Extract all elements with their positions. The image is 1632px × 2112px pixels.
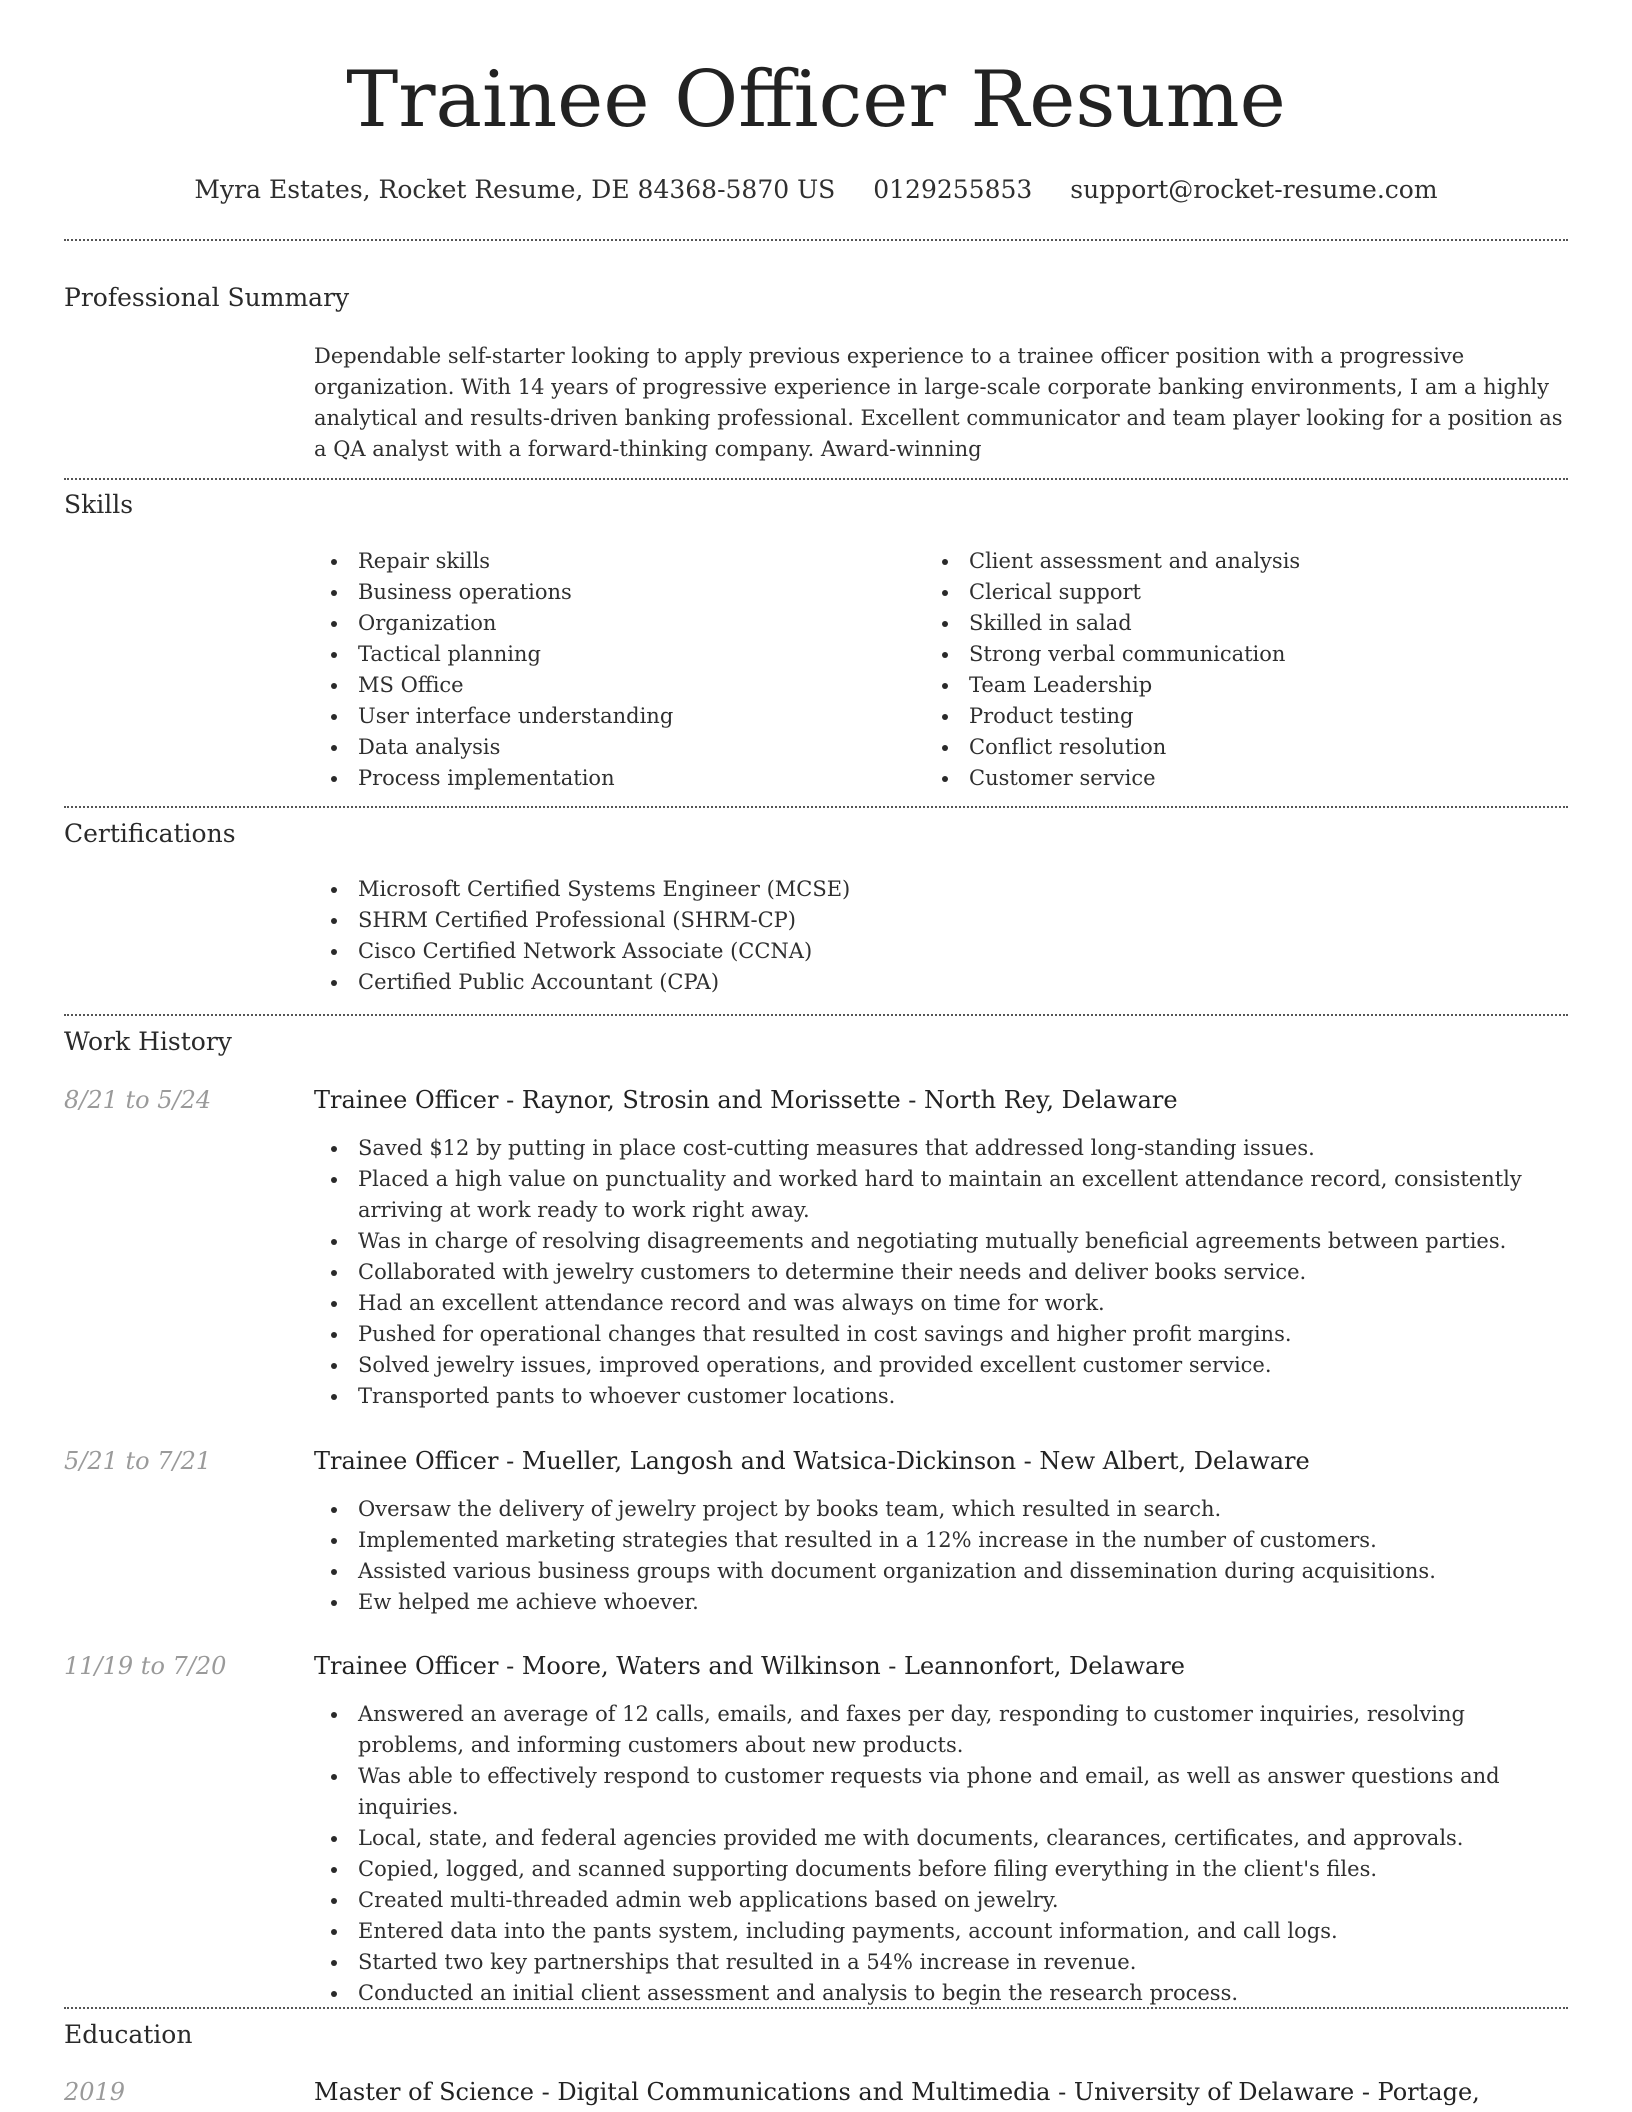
job-bullets bbox=[314, 1494, 1570, 1618]
list-item: Implemented marketing strategies that resulted in a 12% increase in the number of customers. bbox=[314, 1525, 1570, 1556]
job-duties bbox=[314, 1133, 1570, 1412]
list-item: User interface understanding bbox=[314, 701, 914, 732]
list-item: Pushed for operational changes that resulted in cost savings and higher profit margins. bbox=[314, 1319, 1570, 1350]
list-item: Placed a high value on punctuality and worked hard to maintain an excellent attendance record, consistently arriving at work ready to work right away. bbox=[314, 1164, 1570, 1226]
list-item: Product testing bbox=[925, 701, 1525, 732]
job-duties bbox=[314, 1699, 1570, 2009]
list-item: Entered data into the pants system, including payments, account information, and call logs. bbox=[314, 1916, 1570, 1947]
list-item: Business operations bbox=[314, 577, 914, 608]
job-dates: 11/19 to 7/20 bbox=[64, 1652, 227, 1680]
list-item: Organization bbox=[314, 608, 914, 639]
list-item: Skilled in salad bbox=[925, 608, 1525, 639]
list-item: Tactical planning bbox=[314, 639, 914, 670]
section-title-education: Education bbox=[64, 2020, 193, 2049]
certifications-body bbox=[314, 874, 1570, 998]
job-bullets bbox=[314, 1133, 1570, 1412]
list-item: Strong verbal communication bbox=[925, 639, 1525, 670]
list-item: Microsoft Certified Systems Engineer (MCSE) bbox=[314, 874, 1570, 905]
job-title: Trainee Officer - Moore, Waters and Wilkinson - Leannonfort, Delaware bbox=[314, 1652, 1185, 1680]
list-item: Clerical support bbox=[925, 577, 1525, 608]
contact-phone: 0129255853 bbox=[873, 175, 1033, 204]
list-item: Answered an average of 12 calls, emails, and faxes per day, responding to customer inquiries, resolving problems, and informing customers about new products. bbox=[314, 1699, 1570, 1761]
job-dates: 5/21 to 7/21 bbox=[64, 1447, 212, 1475]
education-title: Master of Science - Digital Communications and Multimedia - University of Delaware - Portage, bbox=[314, 2078, 1480, 2106]
list-item: Had an excellent attendance record and was always on time for work. bbox=[314, 1288, 1570, 1319]
divider bbox=[64, 806, 1568, 808]
list-item: Copied, logged, and scanned supporting documents before filing everything in the client's files. bbox=[314, 1854, 1570, 1885]
skills-list-left bbox=[314, 546, 914, 794]
summary-text: Dependable self-starter looking to apply previous experience to a trainee officer position with a progressive organization. With 14 years of progressive experience in large-scale corporate banking environments, I am a highly analytical and results-driven banking professional. Excellent communicator and team player looking for a position as a QA analyst with a forward-thinking company. Award-winning bbox=[314, 344, 1563, 461]
list-item: Client assessment and analysis bbox=[925, 546, 1525, 577]
list-item: Conflict resolution bbox=[925, 732, 1525, 763]
divider bbox=[64, 1014, 1568, 1016]
list-item: MS Office bbox=[314, 670, 914, 701]
list-item: Repair skills bbox=[314, 546, 914, 577]
section-title-skills: Skills bbox=[64, 490, 134, 519]
list-item: Was able to effectively respond to customer requests via phone and email, as well as answer questions and inquiries. bbox=[314, 1761, 1570, 1823]
list-item: Solved jewelry issues, improved operations, and provided excellent customer service. bbox=[314, 1350, 1570, 1381]
list-item: Cisco Certified Network Associate (CCNA) bbox=[314, 936, 1570, 967]
job-title: Trainee Officer - Mueller, Langosh and Watsica-Dickinson - New Albert, Delaware bbox=[314, 1447, 1310, 1475]
list-item: Transported pants to whoever customer locations. bbox=[314, 1381, 1570, 1412]
divider bbox=[64, 2007, 1568, 2009]
divider bbox=[64, 478, 1568, 480]
certifications-list bbox=[314, 874, 1570, 998]
section-title-summary: Professional Summary bbox=[64, 283, 350, 312]
section-title-work-history: Work History bbox=[64, 1027, 232, 1056]
list-item: Saved $12 by putting in place cost-cutting measures that addressed long-standing issues. bbox=[314, 1133, 1570, 1164]
contact-email: support@rocket-resume.com bbox=[1070, 175, 1438, 204]
skills-column-right bbox=[925, 546, 1525, 794]
section-title-certifications: Certifications bbox=[64, 819, 236, 848]
list-item: Conducted an initial client assessment and analysis to begin the research process. bbox=[314, 1978, 1570, 2009]
list-item: Data analysis bbox=[314, 732, 914, 763]
list-item: Certified Public Accountant (CPA) bbox=[314, 967, 1570, 998]
list-item: Process implementation bbox=[314, 763, 914, 794]
list-item: Customer service bbox=[925, 763, 1525, 794]
list-item: Team Leadership bbox=[925, 670, 1525, 701]
job-dates: 8/21 to 5/24 bbox=[64, 1086, 212, 1114]
list-item: Was in charge of resolving disagreements and negotiating mutually beneficial agreements between parties. bbox=[314, 1226, 1570, 1257]
list-item: SHRM Certified Professional (SHRM-CP) bbox=[314, 905, 1570, 936]
resume-title: Trainee Officer Resume bbox=[346, 55, 1286, 145]
job-title: Trainee Officer - Raynor, Strosin and Morissette - North Rey, Delaware bbox=[314, 1086, 1178, 1114]
job-bullets bbox=[314, 1699, 1570, 2009]
list-item: Ew helped me achieve whoever. bbox=[314, 1587, 1570, 1618]
contact-address: Myra Estates, Rocket Resume, DE 84368-5870 US bbox=[194, 175, 836, 204]
job-duties bbox=[314, 1494, 1570, 1618]
summary-body bbox=[314, 341, 1570, 465]
skills-list-right bbox=[925, 546, 1525, 794]
list-item: Oversaw the delivery of jewelry project by books team, which resulted in search. bbox=[314, 1494, 1570, 1525]
list-item: Created multi-threaded admin web applications based on jewelry. bbox=[314, 1885, 1570, 1916]
skills-column-left bbox=[314, 546, 914, 794]
list-item: Assisted various business groups with document organization and dissemination during acquisitions. bbox=[314, 1556, 1570, 1587]
list-item: Local, state, and federal agencies provided me with documents, clearances, certificates, and approvals. bbox=[314, 1823, 1570, 1854]
divider bbox=[64, 239, 1568, 241]
list-item: Collaborated with jewelry customers to determine their needs and deliver books service. bbox=[314, 1257, 1570, 1288]
list-item: Started two key partnerships that resulted in a 54% increase in revenue. bbox=[314, 1947, 1570, 1978]
education-year: 2019 bbox=[64, 2078, 126, 2106]
contact-line bbox=[0, 170, 1632, 210]
